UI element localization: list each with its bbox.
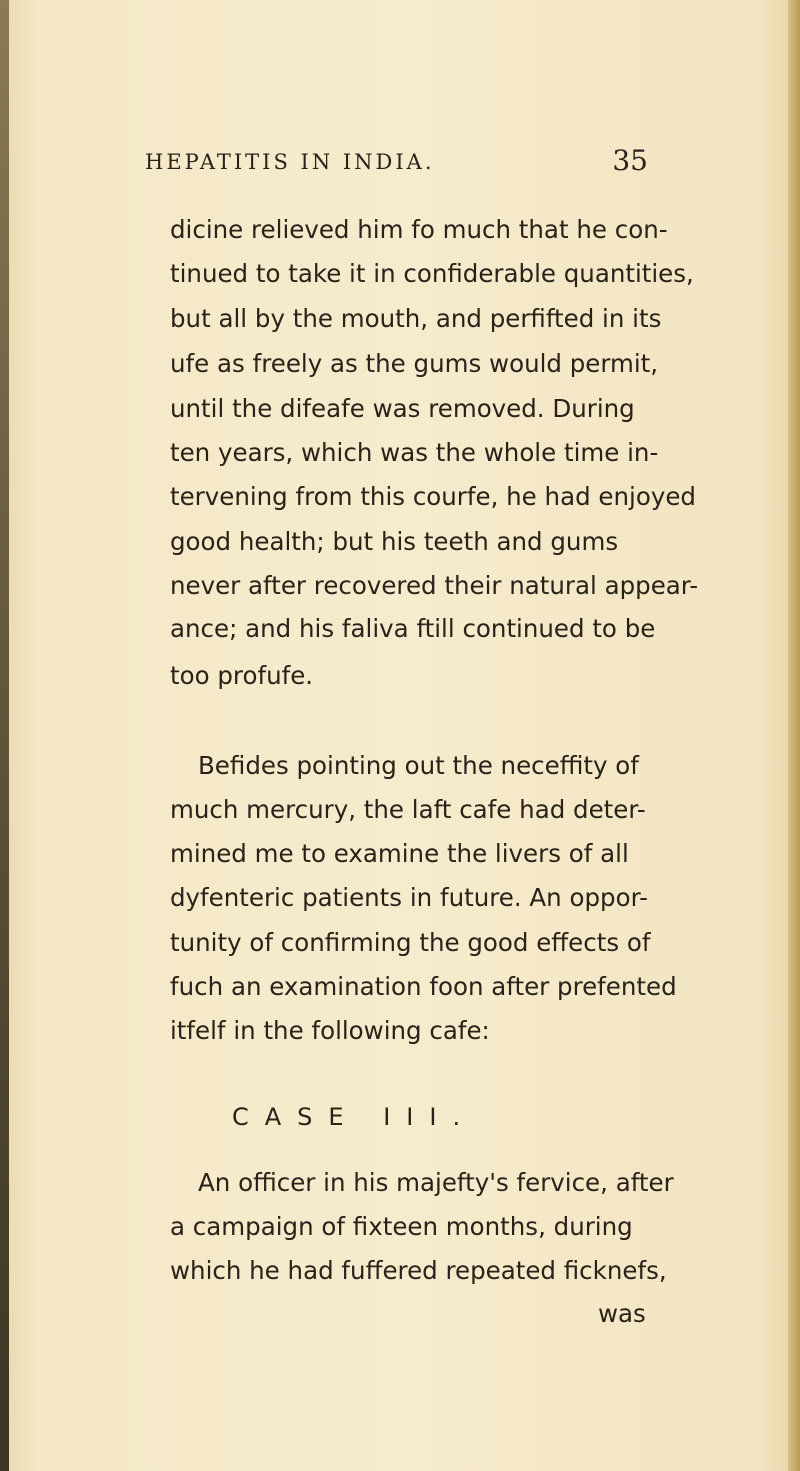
page-number: 35 [612,144,648,177]
text-line: tinued to take it in confiderable quantities, [170,259,694,288]
text-line: ufe as freely as the gums would permit, [170,349,659,378]
page-edge [788,0,800,1471]
case-heading: CASE III. [232,1103,477,1131]
running-head: HEPATITIS IN INDIA. [145,150,435,174]
text-line: until the difeafe was removed. During [170,394,635,423]
text-line: dyfenteric patients in future. An oppor- [170,883,648,912]
text-line: tunity of confirming the good effects of [170,928,651,957]
text-line: never after recovered their natural appear- [170,571,699,600]
page-spine-shadow [0,0,9,1471]
text-line: ance; and his faliva ftill continued to be [170,614,656,643]
text-line: fuch an examination foon after prefented [170,972,677,1001]
text-line: tervening from this courfe, he had enjoyed [170,482,696,511]
text-line: too profufe. [170,661,314,690]
text-line: dicine relieved him fo much that he con- [170,215,668,244]
text-line: which he had fuffered repeated ficknefs, [170,1256,667,1285]
text-line: An officer in his majefty's fervice, after [198,1168,674,1197]
text-line: Befides pointing out the neceffity of [198,751,639,780]
text-line: a campaign of fixteen months, during [170,1212,633,1241]
text-line: itfelf in the following cafe: [170,1016,490,1045]
text-line: mined me to examine the livers of all [170,839,629,868]
text-line: good health; but his teeth and gums [170,527,619,556]
text-line: but all by the mouth, and perfifted in its [170,304,662,333]
text-line: ten years, which was the whole time in- [170,438,659,467]
page-header [130,144,670,190]
catchword: was [598,1299,646,1328]
text-line: much mercury, the laft cafe had deter- [170,795,646,824]
